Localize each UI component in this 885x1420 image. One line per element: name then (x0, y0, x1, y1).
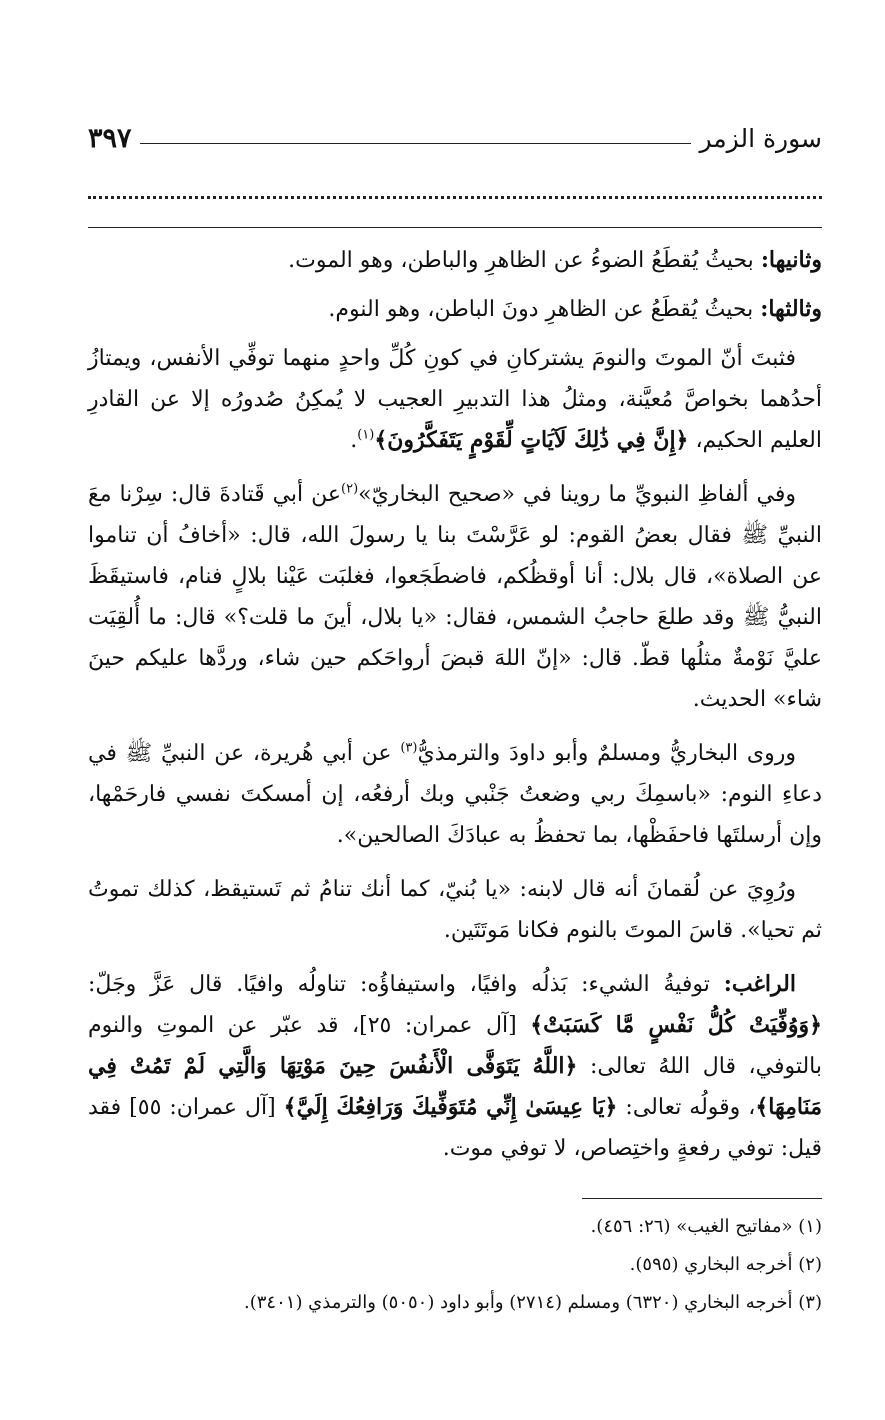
paragraph-second (88, 240, 822, 281)
hadith-text: عن أبي قَتادةَ قال: سِرْنا معَ النبيِّ ﷺ فقال بعضُ القوم: لو عَرَّسْتَ بنا يا رسولَ الله، قال: «أخافُ أن تناموا عن الصلاة»، قال بلال: أنا أوقظُكم، فاضطَجَعوا، فغلبَت عَيْنا بلالٍ فنام، فاستيقَظَ النبيُّ ﷺ وقد طلعَ حاجبُ الشمس، فقال: «يا بلال، أينَ ما قلت؟» قال: ما أُلقِيَت عليَّ نَوْمةٌ مثلُها قطّ. قال: «إنّ اللهَ قبضَ أرواحَكم حين شاء، وردَّها عليكم حينَ شاء» الحديث. (88, 482, 822, 712)
surah-title: سورة الزمر (699, 123, 822, 153)
dua-text: عن أبي هُريرة، عن النبيِّ ﷺ في دعاءِ النوم: «باسمِكَ ربي وضعتُ جَنْبي وبك أرفعُه، إن أمسكتَ نفسي فارحَمْها، وإن أرسلتَها فاحفَظْها، بما تحفظُ به عبادَكَ الصالحين». (88, 741, 822, 848)
text-third: بحيثُ يُقطَعُ عن الظاهرِ دونَ الباطن، وهو النوم. (328, 297, 754, 322)
conclusion-end: . (350, 428, 358, 453)
raghib-text-b: [آل عمران: ٢٥]، قد عبّر عن الموتِ والنوم بالتوفي، قال اللهُ تعالى: (88, 1013, 822, 1079)
footnote-rule (582, 1198, 822, 1199)
luqman-text: ورُوِيَ عن لُقمانَ أنه قال لابنه: «يا بُنيّ، كما أنك تنامُ ثم تَستيقظ، كذلك تموتُ ثم تحيا». قاسَ الموتَ بالنوم فكانا مَوتَتَين. (88, 877, 822, 943)
raghib-text-a: توفيةُ الشيء: بَذلُه وافيًا، واستيفاؤُه: تناولُه وافيًا. قال عَزَّ وجَلّ: (88, 972, 710, 997)
quran-verse-isa: ﴿يَا عِيسَىٰ إِنِّي مُتَوَفِّيكَ وَرَافِعُكَ إِلَيَّ﴾ (283, 1094, 618, 1120)
quran-verse-wafiyat: ﴿وَوُفِّيَتْ كُلُّ نَفْسٍ مَّا كَسَبَتْ﴾ (530, 1012, 822, 1038)
quran-verse-yatawaffa: ﴿اللَّهُ يَتَوَفَّى الْأَنفُسَ حِينَ مَوْتِهَا وَالَّتِي لَمْ تَمُتْ فِي مَنَامِهَا﴾ (88, 1053, 823, 1120)
footnote-ref-1: (١) (357, 427, 375, 443)
label-third: وثالثها: (760, 296, 822, 322)
label-second: وثانيها: (760, 247, 822, 273)
solid-divider (88, 227, 822, 228)
paragraph-raghib (88, 964, 822, 1169)
header-rule (140, 143, 692, 144)
paragraph-hadith-bukhari (88, 474, 822, 720)
paragraph-third (88, 289, 822, 330)
conclusion-text: فثبتَ أنّ الموتَ والنومَ يشتركانِ في كونِ كُلِّ واحدٍ منهما توفِّي الأنفس، ويمتازُ أحدُهما بخواصَّ مُعيَّنة، ومثلُ هذا التدبيرِ العجيب لا يُمكِنُ صُدورُه إلا عن القادرِ العليم الحكيم، (88, 346, 822, 453)
footnote-3: (٣) أخرجه البخاري (٦٣٢٠) ومسلم (٢٧١٤) وأبو داود (٥٠٥٠) والترمذي (٣٤٠١). (244, 1292, 822, 1313)
label-raghib: الراغب: (723, 971, 796, 997)
page-header (88, 118, 822, 158)
paragraph-luqman (88, 869, 822, 951)
text-second: بحيثُ يُقطَعُ الضوءُ عن الظاهرِ والباطن، وهو الموت. (288, 248, 754, 273)
paragraph-conclusion (88, 338, 822, 461)
footnote-1: (١) «مفاتيح الغيب» (٢٦: ٤٥٦). (590, 1216, 822, 1237)
hadith-intro: وفي ألفاظِ النبويِّ ما روينا في «صحيح البخاريّ» (358, 482, 796, 507)
footnote-ref-3: (٣) (400, 740, 418, 756)
paragraph-sleep-dua (88, 733, 822, 856)
page-number: ٣٩٧ (88, 122, 132, 154)
quran-verse: ﴿إِنَّ فِي ذَٰلِكَ لَآيَاتٍ لِّقَوْمٍ يَتَفَكَّرُونَ﴾ (374, 427, 689, 453)
dua-intro: وروى البخاريُّ ومسلمٌ وأبو داودَ والترمذيُّ (417, 741, 796, 766)
raghib-text-d: [آل عمران: ٥٥] فقد قيل: توفي رفعةٍ واختِصاص، لا توفي موت. (88, 1095, 822, 1161)
footnote-ref-2: (٢) (341, 481, 359, 497)
dotted-divider (88, 196, 822, 199)
footnote-2: (٢) أخرجه البخاري (٥٩٥). (629, 1254, 822, 1275)
main-text (88, 240, 822, 1182)
raghib-text-c: ، وقولُه تعالى: (625, 1095, 756, 1120)
footnotes (88, 1208, 822, 1322)
